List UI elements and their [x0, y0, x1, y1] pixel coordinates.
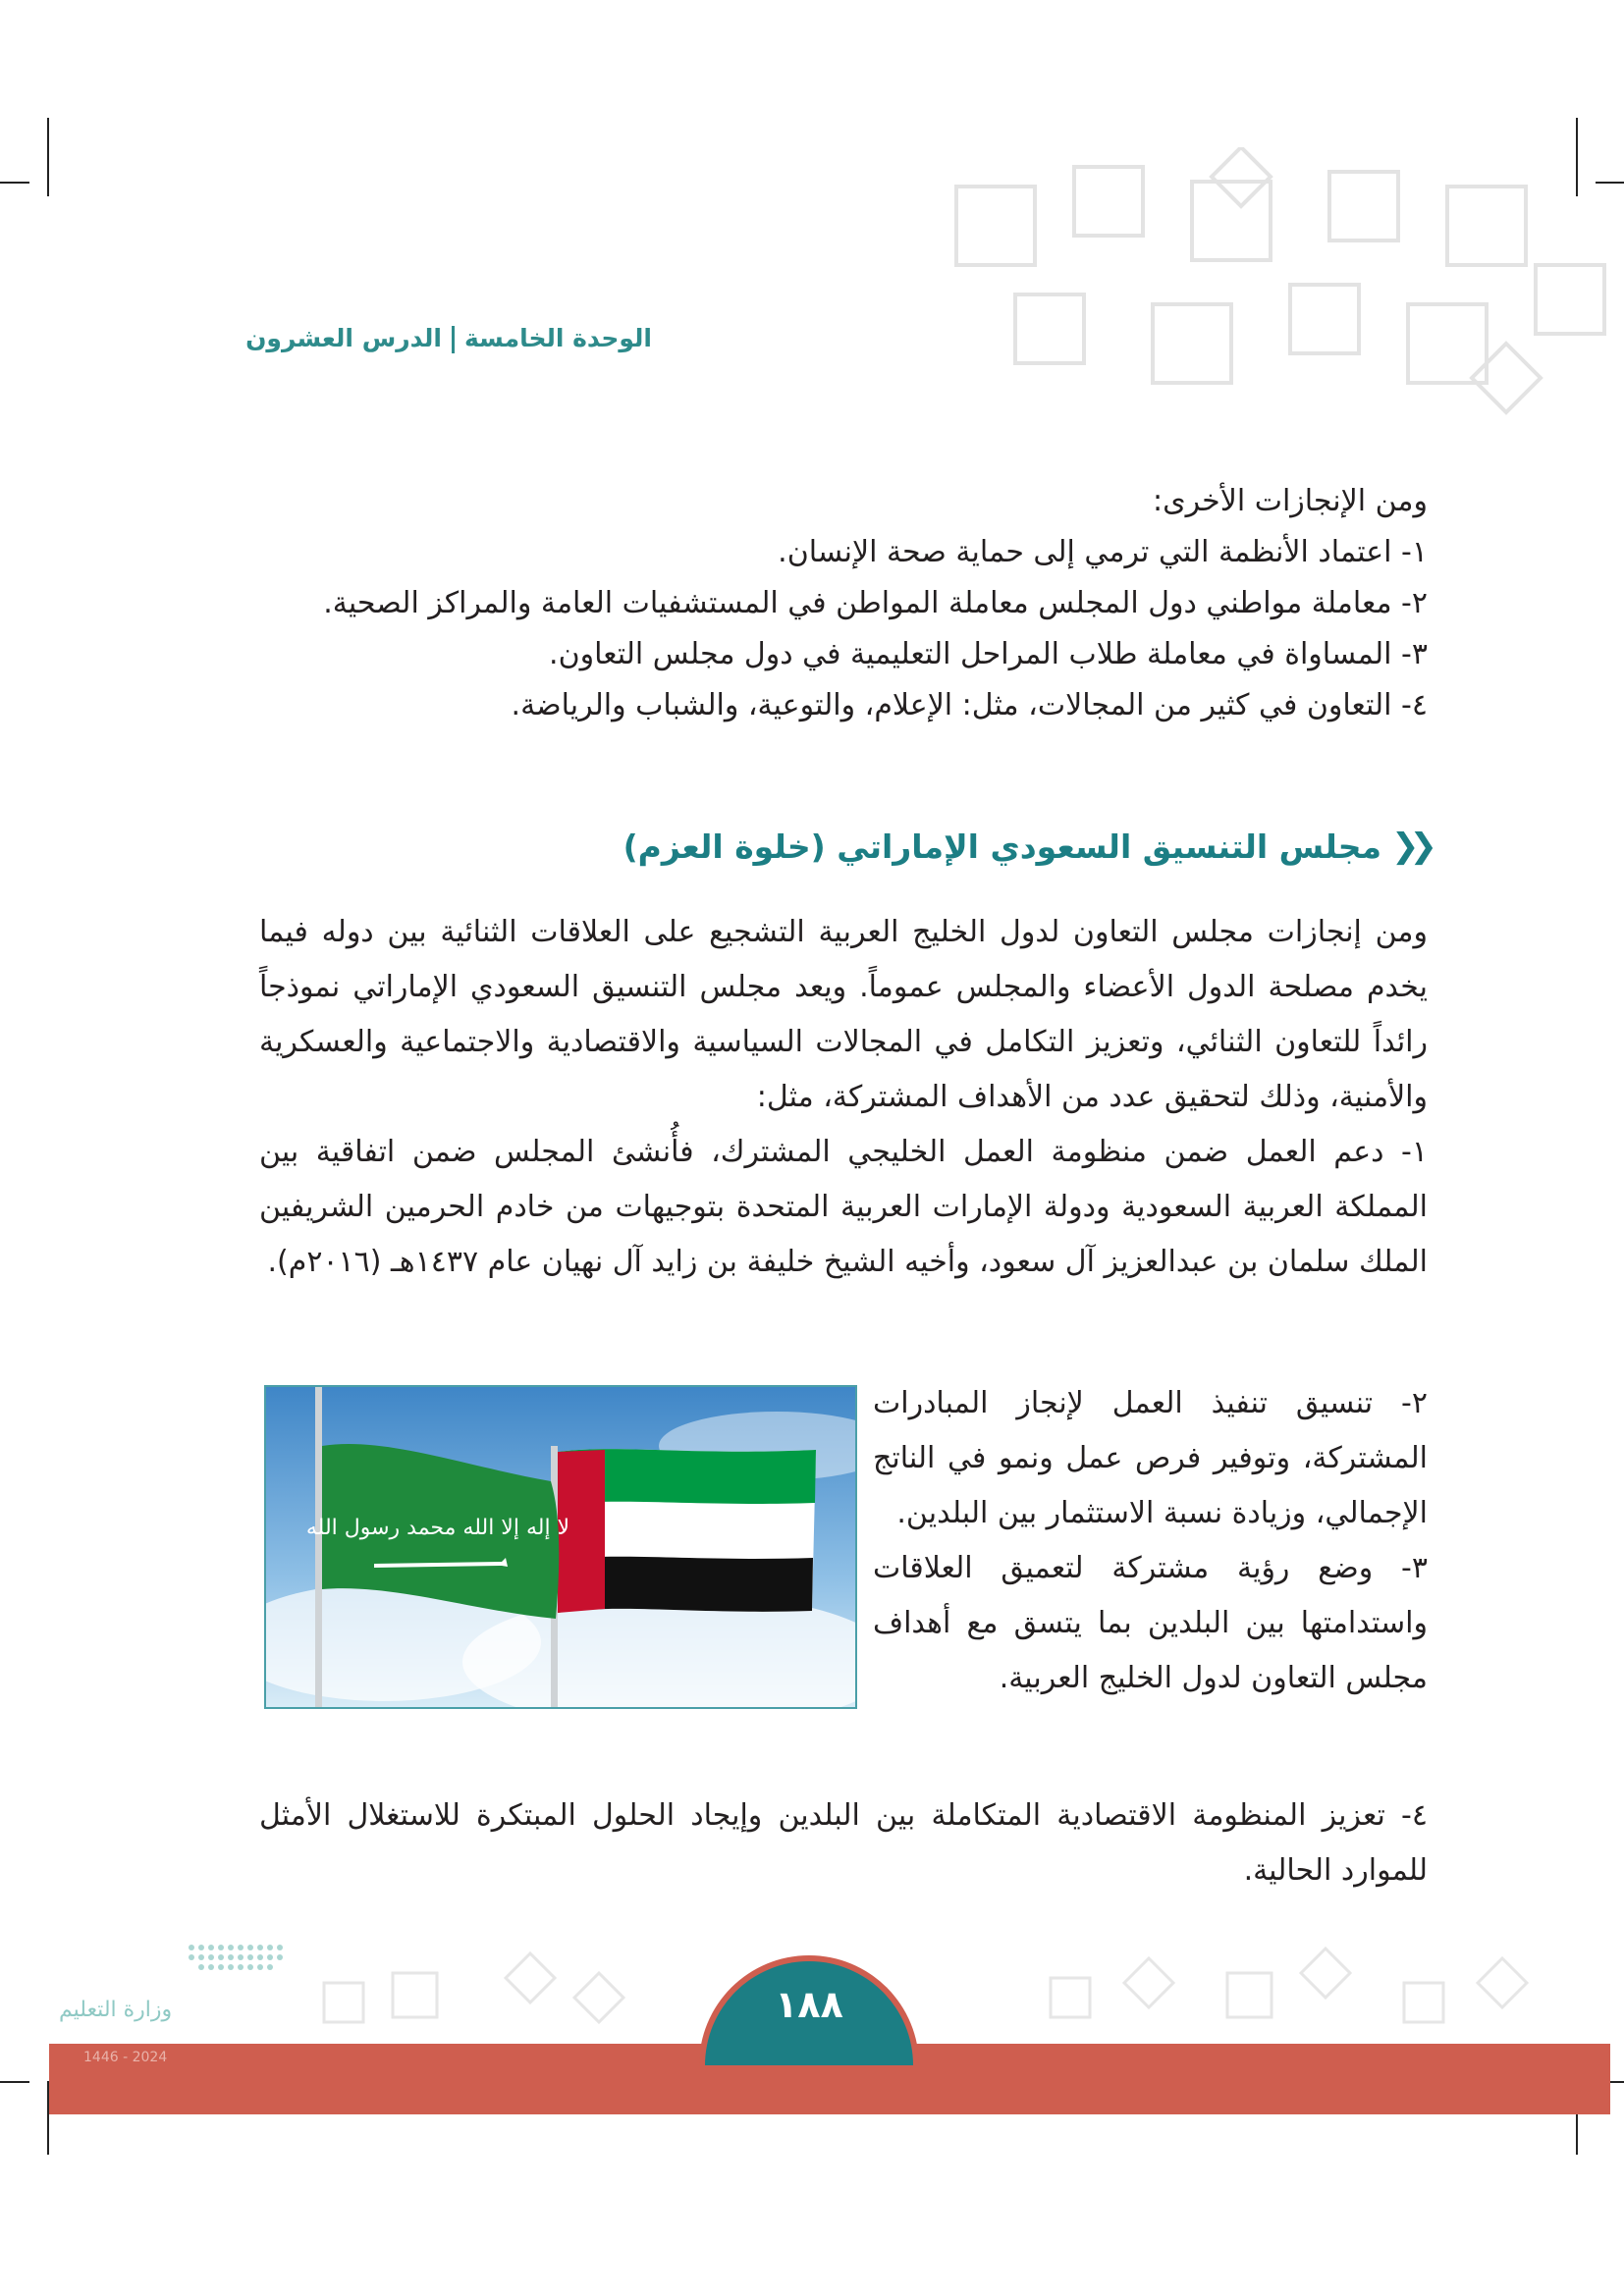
saudi-flag-shahada: لا إله إلا الله محمد رسول الله	[305, 1516, 570, 1540]
double-chevron-icon: ❮❮	[1391, 827, 1428, 866]
page-number: ١٨٨	[775, 1983, 843, 2026]
crop-mark	[0, 2081, 29, 2083]
section-paragraph: ومن إنجازات مجلس التعاون لدول الخليج العربية التشجيع على العلاقات الثنائية بين دوله فيما يخدم مصلحة الدول الأعضاء والمجلس عموماً. ويعد مجلس التنسيق السعودي الإماراتي نموذجاً رائداً للتعاون الثنائي، وتعزيز التكامل في المجالات السياسية والاقتصادية والاجتماعية والعسكرية والأمنية، وذلك لتحقيق عدد من الأهداف المشتركة، مثل:	[259, 915, 1428, 1114]
list-item: ٤- التعاون في كثير من المجالات، مثل: الإعلام، والتوعية، والشباب والرياضة.	[511, 688, 1428, 722]
section-title-text: مجلس التنسيق السعودي الإماراتي (خلوة العزم)	[623, 827, 1382, 866]
edition-year: 2024 - 1446	[83, 2050, 168, 2065]
decorative-pattern	[917, 147, 1624, 442]
footer-decorative-pattern	[304, 1934, 1581, 2042]
flags-illustration	[266, 1387, 855, 1707]
header-separator	[452, 326, 455, 353]
section-title	[623, 827, 1428, 866]
section-point-1: ١- دعم العمل ضمن منظومة العمل الخليجي المشترك، فأُنشئ المجلس ضمن اتفاقية بين المملكة العربية السعودية ودولة الإمارات العربية المتحدة بتوجيهات من خادم الحرمين الشريفين الملك سلمان بن عبدالعزيز آل سعود، وأخيه الشيخ خليفة بن زايد آل نهيان عام ١٤٣٧هـ (٢٠١٦م).	[259, 1135, 1428, 1279]
running-header	[245, 324, 652, 353]
intro-lead: ومن الإنجازات الأخرى:	[1153, 484, 1428, 518]
crop-mark	[0, 182, 29, 184]
section-point-2: ٢- تنسيق تنفيذ العمل لإنجاز المبادرات المشتركة، وتوفير فرص عمل ونمو في الناتج الإجمالي، وزيادة نسبة الاستثمار بين البلدين.	[873, 1386, 1428, 1530]
header-unit: الوحدة الخامسة	[464, 324, 652, 352]
side-text	[873, 1376, 1428, 1706]
list-item: ٢- معاملة مواطني دول المجلس معاملة المواطن في المستشفيات العامة والمراكز الصحية.	[323, 586, 1428, 620]
section-body	[259, 905, 1428, 1290]
section-point-4: ٤- تعزيز المنظومة الاقتصادية المتكاملة بين البلدين وإيجاد الحلول المبتكرة للاستغلال الأمثل للموارد الحالية.	[259, 1798, 1428, 1888]
list-item: ١- اعتماد الأنظمة التي ترمي إلى حماية صحة الإنسان.	[778, 535, 1428, 569]
crop-mark	[47, 118, 49, 196]
intro-list	[289, 476, 1428, 731]
section-point-3: ٣- وضع رؤية مشتركة لتعميق العلاقات واستدامتها بين البلدين بما يتسق مع أهداف مجلس التعاون لدول الخليج العربية.	[873, 1551, 1428, 1695]
ministry-name: وزارة التعليم	[59, 1998, 173, 2022]
flags-photo	[264, 1385, 857, 1709]
list-item: ٣- المساواة في معاملة طلاب المراحل التعليمية في دول مجلس التعاون.	[549, 637, 1428, 671]
header-lesson: الدرس العشرون	[245, 324, 442, 352]
bottom-text	[259, 1789, 1428, 1898]
